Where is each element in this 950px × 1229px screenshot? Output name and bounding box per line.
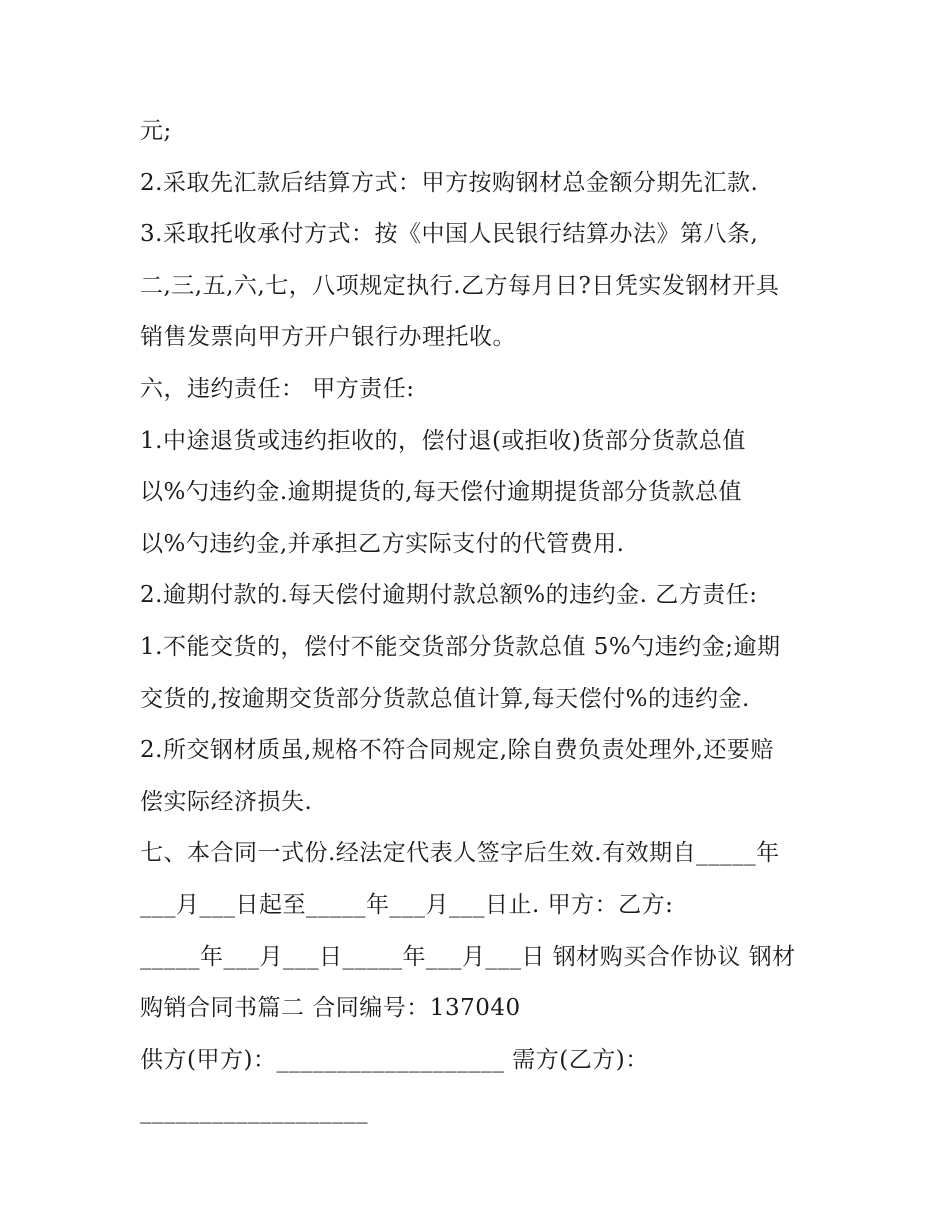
text-line: 购销合同书篇二 合同编号：137040 — [140, 995, 521, 1022]
text-line: ___________________ — [140, 1098, 368, 1125]
text-line: 七、本合同一式份.经法定代表人签字后生效.有效期自_____年 — [140, 840, 780, 867]
text-line: 偿实际经济损失. — [140, 788, 313, 815]
contract-text — [140, 106, 840, 1138]
text-line: 1.中途退货或违约拒收的，偿付退(或拒收)货部分货款总值 — [140, 427, 746, 454]
text-line: 以%勺违约金,并承担乙方实际支付的代管费用. — [140, 530, 625, 557]
text-line: 交货的,按逾期交货部分货款总值计算,每天偿付%的违约金. — [140, 685, 750, 712]
text-line: 2.逾期付款的.每天偿付逾期付款总额%的违约金. 乙方责任: — [140, 582, 758, 609]
text-line: 二,三,五,六,七，八项规定执行.乙方每月日?日凭实发钢材开具 — [140, 272, 780, 299]
text-line: 供方(甲方)：___________________ 需方(乙方)： — [140, 1046, 649, 1073]
text-line: ___月___日起至_____年___月___日止. 甲方：乙方: — [140, 891, 674, 918]
text-line: 销售发票向甲方开户银行办理托收。 — [140, 324, 516, 351]
text-line: 六，违约责任： 甲方责任: — [140, 375, 415, 402]
text-line: 3.采取托收承付方式：按《中国人民银行结算办法》第八条, — [140, 221, 759, 248]
text-line: 元; — [140, 118, 172, 144]
text-line: 以%勺违约金.逾期提货的,每天偿付逾期提货部分货款总值 — [140, 479, 742, 506]
text-line: _____年___月___日_____年___月___日 钢材购买合作协议 钢材 — [140, 943, 796, 970]
text-line: 2.采取先汇款后结算方式：甲方按购钢材总金额分期先汇款. — [140, 169, 759, 196]
text-line: 1.不能交货的，偿付不能交货部分货款总值 5%勺违约金;逾期 — [140, 633, 781, 660]
text-line: 2.所交钢材质虽,规格不符合同规定,除自费负责处理外,还要赔 — [140, 737, 774, 764]
